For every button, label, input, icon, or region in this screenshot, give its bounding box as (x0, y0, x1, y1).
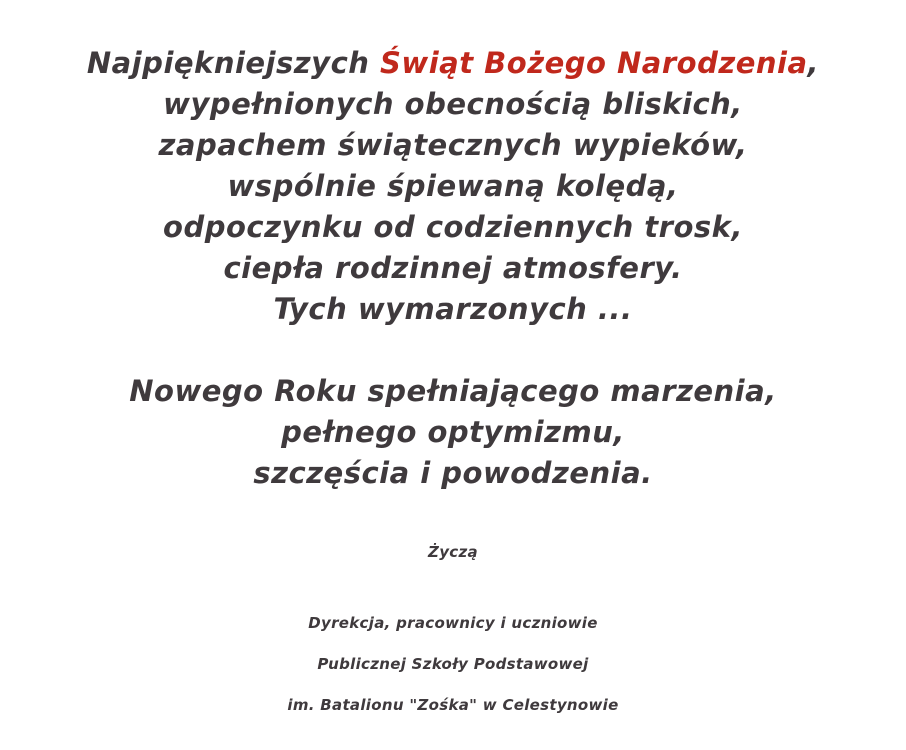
greeting-line-1-start: Najpiękniejszych (86, 46, 381, 80)
greeting-line-3: zapachem świątecznych wypieków, (158, 128, 748, 162)
new-year-line-3: szczęścia i powodzenia. (253, 456, 653, 490)
signature-line-3: im. Batalionu "Zośka" w Celestynowie (287, 696, 619, 714)
greeting-line-1 (0, 45, 906, 81)
greeting-line-1-end: , (807, 46, 820, 80)
wish-label: Życzą (428, 543, 478, 561)
greeting-line-7: Tych wymarzonych ... (273, 292, 633, 326)
signature-line-2: Publicznej Szkoły Podstawowej (317, 655, 589, 673)
new-year-line-1: Nowego Roku spełniającego marzenia, (129, 374, 777, 408)
signature-line-1: Dyrekcja, pracownicy i uczniowie (308, 614, 598, 632)
greeting-line-6: ciepła rodzinnej atmosfery. (223, 251, 683, 285)
greeting-line-5: odpoczynku od codziennych trosk, (163, 210, 743, 244)
new-year-line-2: pełnego optymizmu, (281, 415, 625, 449)
greeting-line-2: wypełnionych obecnością bliskich, (163, 87, 743, 121)
greeting-line-4: wspólnie śpiewaną kolędą, (227, 169, 679, 203)
christmas-highlight: Świąt Bożego Narodzenia (380, 46, 808, 80)
